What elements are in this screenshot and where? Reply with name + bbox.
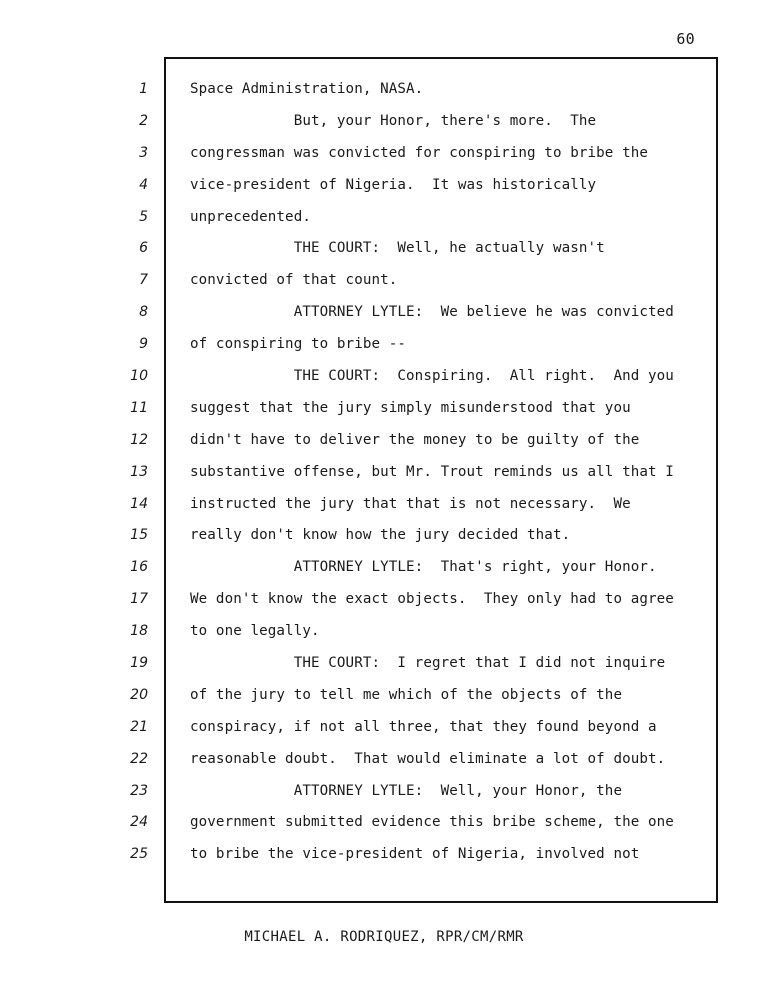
line-number: 19 [130, 655, 148, 672]
transcript-line: But, your Honor, there's more. The [190, 112, 597, 129]
transcript-line: THE COURT: Conspiring. All right. And you [190, 368, 674, 385]
transcript-line: really don't know how the jury decided that. [190, 527, 571, 544]
line-number: 9 [139, 336, 148, 353]
transcript-line: THE COURT: I regret that I did not inquire [190, 655, 666, 672]
transcript-line: ATTORNEY LYTLE: We believe he was convicted [190, 304, 674, 321]
line-number: 10 [130, 368, 148, 385]
reporter-footer: MICHAEL A. RODRIQUEZ, RPR/CM/RMR [244, 929, 524, 945]
transcript-line: substantive offense, but Mr. Trout reminds us all that I [190, 463, 674, 480]
transcript-line: instructed the jury that that is not necessary. We [190, 495, 631, 512]
line-number: 13 [130, 463, 148, 480]
transcript-line: ATTORNEY LYTLE: That's right, your Honor. [190, 559, 657, 576]
line-number: 6 [139, 240, 148, 257]
line-number: 4 [139, 176, 148, 193]
transcript-line: government submitted evidence this bribe scheme, the one [190, 814, 674, 831]
line-number: 12 [130, 431, 148, 448]
line-number: 25 [130, 846, 148, 863]
transcript-line: of conspiring to bribe -- [190, 336, 407, 353]
line-number-column [96, 74, 148, 871]
page-number: 60 [676, 30, 695, 48]
line-number: 3 [139, 144, 148, 161]
line-number: 16 [130, 559, 148, 576]
line-number: 2 [139, 112, 148, 129]
transcript-line: to bribe the vice-president of Nigeria, involved not [190, 846, 640, 863]
transcript-text [190, 74, 706, 871]
line-number: 7 [139, 272, 148, 289]
transcript-line: Space Administration, NASA. [190, 81, 424, 97]
line-number: 1 [139, 81, 148, 97]
transcript-line: We don't know the exact objects. They only had to agree [190, 591, 674, 608]
transcript-line: conspiracy, if not all three, that they found beyond a [190, 718, 657, 735]
transcript-line: suggest that the jury simply misunderstood that you [190, 399, 631, 416]
line-number: 14 [130, 495, 148, 512]
line-number: 8 [139, 304, 148, 321]
line-number: 11 [130, 399, 148, 416]
line-number: 5 [139, 208, 148, 225]
line-number: 15 [130, 527, 148, 544]
transcript-line: congressman was convicted for conspiring to bribe the [190, 144, 649, 161]
transcript-line: ATTORNEY LYTLE: Well, your Honor, the [190, 782, 623, 799]
transcript-line: unprecedented. [190, 208, 311, 225]
line-number: 17 [130, 591, 148, 608]
transcript-line: convicted of that count. [190, 272, 398, 289]
line-number: 23 [130, 782, 148, 799]
transcript-line: vice-president of Nigeria. It was historically [190, 176, 597, 193]
line-number: 20 [130, 686, 148, 703]
line-number: 24 [130, 814, 148, 831]
transcript-line: THE COURT: Well, he actually wasn't [190, 240, 605, 257]
transcript-line: of the jury to tell me which of the objects of the [190, 686, 623, 703]
line-number: 18 [130, 623, 148, 640]
transcript-line: reasonable doubt. That would eliminate a lot of doubt. [190, 750, 666, 767]
transcript-line: to one legally. [190, 623, 320, 640]
line-number: 22 [130, 750, 148, 767]
transcript-line: didn't have to deliver the money to be guilty of the [190, 431, 640, 448]
line-number: 21 [130, 718, 148, 735]
